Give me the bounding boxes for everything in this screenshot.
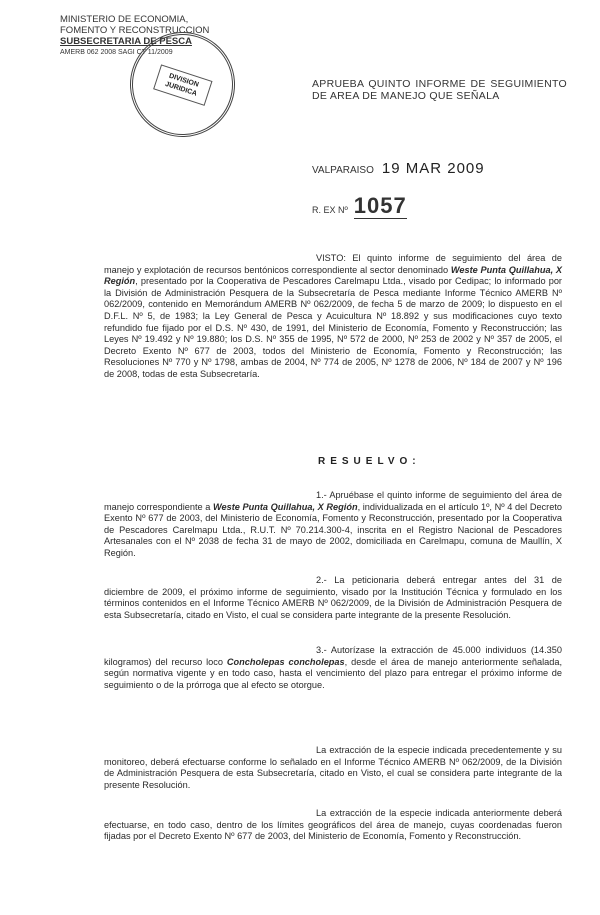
item-2-text: 2.- La peticionaria deberá entregar antes del 31 de diciembre de 2009, el próximo informe de seguimiento, visado por la Institución Técnica y formulado en los términos contenidos en el Informe Técnico AMERB Nº 062/2009, de la División de Administración Pesquera de esta Subsecretaría, citado en Visto, el cual se considera parte integrante de la presente Resolución. xyxy=(104,575,562,620)
letterhead-reference: AMERB 062 2008 SAGI CT 11/2009 xyxy=(60,49,173,56)
visto-text-1: VISTO: El quinto informe de seguimiento del área de manejo y explotación de recursos bentónicos correspondiente al sector denominado xyxy=(104,253,562,275)
item-3-paragraph xyxy=(104,645,562,691)
letterhead-ministry-2: FOMENTO Y RECONSTRUCCION xyxy=(60,25,210,36)
item-3-species: Concholepas concholepas xyxy=(226,656,345,667)
visto-text-2: , presentado por la Cooperativa de Pescadores Carelmapu Ltda., visado por Cedipac; lo informado por la División de Administración Pesquera de la Subsecretaría de Pesca mediante Informe Técnico AMERB Nº 062/2009, contenido en Memorándum AMERB Nº 062/2009, de fecha 5 de marzo de 2009; lo dispuesto en el D.F.L. Nº 5, de 1983; la Ley General de Pesca y Acuicultura Nº 18.892 y sus modificaciones cuyo texto refundido fue fijado por el D.S. Nº 430, de 1991, del Ministerio de Economía, Fomento y Reconstrucción; las Leyes Nº 19.492 y Nº 19.880; los D.S. Nº 355 de 1995, Nº 572 de 2000, Nº 253 de 2002 y Nº 357 de 2005, el Decreto Exento Nº 677 de 2003, todos del Ministerio de Economía, Fomento y Reconstrucción; las Resoluciones Nº 770 y Nº 1798, ambas de 2004, Nº 774 de 2005, Nº 1278 de 2006, Nº 184 de 2007 y Nº 196 de 2008, todas de esta Subsecretaría. xyxy=(104,276,562,379)
date-stamp: 19 MAR 2009 xyxy=(381,160,485,177)
paragraph-4-text: La extracción de la especie indicada precedentemente y su monitoreo, deberá efectuarse conforme lo señalado en el Informe Técnico AMERB Nº 062/2009, de la División de Administración Pesquera de esta Subsecretaría, citado en Visto, el cual se considera parte integrante de la presente Resolución. xyxy=(104,745,562,790)
item-2-paragraph xyxy=(104,575,562,621)
document-title: APRUEBA QUINTO INFORME DE SEGUIMIENTO DE AREA DE MANEJO QUE SEÑALA xyxy=(312,78,567,102)
paragraph-5-text: La extracción de la especie indicada anteriormente deberá efectuarse, en todo caso, dentro de los límites geográficos del área de manejo, cuyas coordenadas fueron fijadas por el Decreto Exento Nº 677 de 2003, del Ministerio de Economía, Fomento y Reconstrucción. xyxy=(104,808,562,842)
place-date xyxy=(312,160,485,177)
visto-place-name: Weste Punta Quillahua, X Región xyxy=(104,264,562,287)
letterhead-subsecretaria: SUBSECRETARIA DE PESCA xyxy=(60,36,192,47)
item-1-text-a: 1.- Apruébase el quinto informe de seguimiento del área de manejo correspondiente a xyxy=(104,490,562,512)
stamp-text: DIVISION JURIDICA xyxy=(153,64,212,105)
item-3-text-a: 3.- Autorízase la extracción de 45.000 individuos (14.350 kilogramos) del recurso loco xyxy=(104,645,562,667)
paragraph-5 xyxy=(104,808,562,843)
item-1-paragraph xyxy=(104,490,562,560)
resex-number: 1057 xyxy=(353,193,407,218)
paragraph-4 xyxy=(104,745,562,791)
letterhead-ministry: MINISTERIO DE ECONOMIA, xyxy=(60,14,189,25)
visto-paragraph xyxy=(104,253,562,381)
place-name: VALPARAISO xyxy=(312,165,374,176)
item-1-text-b: , individualizada en el artículo 1º, Nº 4 del Decreto Exento Nº 677 de 2003, del Ministerio de Economía, Fomento y Reconstrucción, presentado por la Cooperativa de Pescadores Carelmapu Ltda., R.U.T. Nº 70.214.300-4, inscrita en el Registro Nacional de Pescadores Artesanales con el Nº 2038 de fecha 31 de mayo de 2002, domiciliada en Carelmapu, comuna de Maullín, X Región. xyxy=(104,501,562,558)
item-3-text-b: , desde el área de manejo anteriormente señalada, según normativa vigente y en todo caso, hasta el vencimiento del plazo para entregar el próximo informe de seguimiento o de la prórroga que al efecto se otorgue. xyxy=(104,656,562,690)
resex-label: R. EX Nº xyxy=(312,205,348,215)
resolution-number xyxy=(312,193,407,219)
resuelvo-heading: RESUELVO: xyxy=(318,456,421,467)
item-1-place-name: Weste Punta Quillahua, X Región xyxy=(213,501,358,512)
